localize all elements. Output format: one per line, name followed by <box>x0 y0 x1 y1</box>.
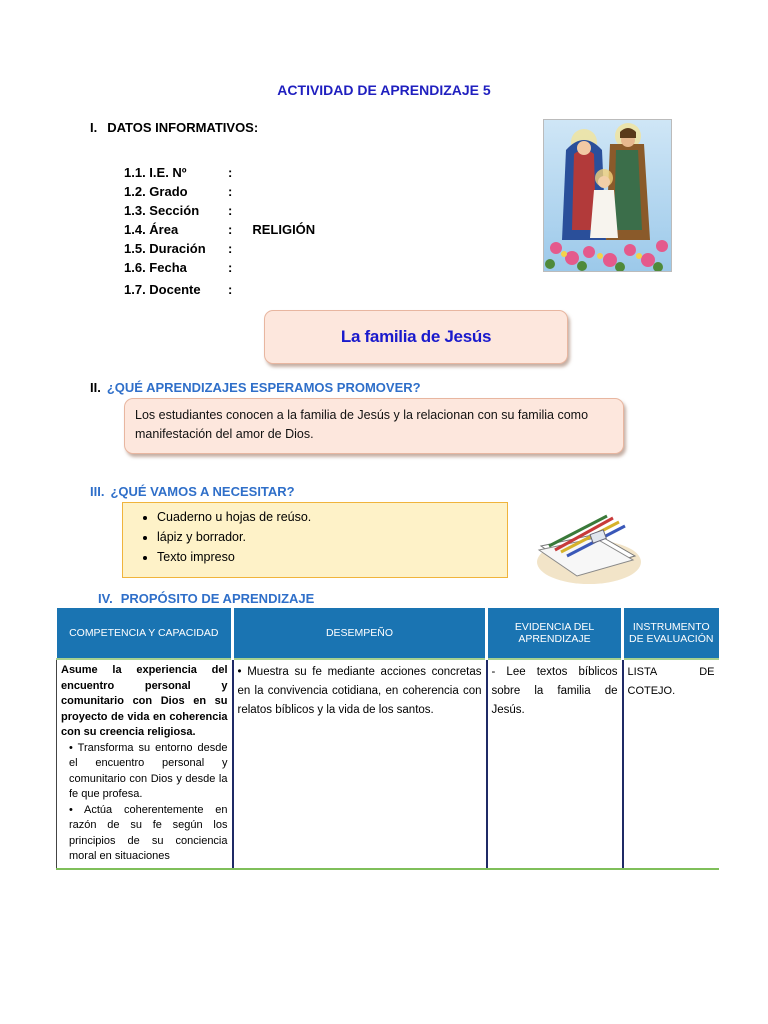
header-desempeno: DESEMPEÑO <box>233 608 487 659</box>
section-1-title: DATOS INFORMATIVOS: <box>107 120 259 135</box>
section-1-heading <box>90 120 258 135</box>
info-colon: : <box>228 203 233 218</box>
learning-purpose-table <box>56 608 719 870</box>
learning-goal-text: Los estudiantes conocen a la familia de Jesús y la relacionan con su familia como manifestación del amor de Dios. <box>135 408 589 441</box>
info-row-ie <box>124 165 242 180</box>
header-competencia: COMPETENCIA Y CAPACIDAD <box>57 608 233 659</box>
section-3-title: ¿QUÉ VAMOS A NECESITAR? <box>110 484 295 499</box>
section-2-title: ¿QUÉ APRENDIZAJES ESPERAMOS PROMOVER? <box>106 380 421 395</box>
list-item: • Texto impreso <box>157 547 507 567</box>
info-label: 1.1. I.E. Nº <box>124 165 187 180</box>
info-row-grado <box>124 184 242 199</box>
evidencia-cell: - Lee textos bíblicos sobre la familia de Jesús. <box>487 659 623 869</box>
list-item: • lápiz y borrador. <box>157 527 507 547</box>
section-3-number: III. <box>90 484 105 499</box>
competencia-cell <box>57 659 233 869</box>
section-1-number: I. <box>90 120 98 135</box>
table-header-row <box>57 608 719 659</box>
info-colon: : <box>228 260 233 275</box>
table-row <box>57 659 719 869</box>
capacidad-item: • Actúa coherentemente en razón de su fe según los principios de su conciencia moral en situaciones <box>69 803 228 862</box>
info-colon: : <box>228 165 233 180</box>
info-label: 1.3. Sección <box>124 203 200 218</box>
materials-box <box>122 502 508 578</box>
info-colon: : <box>228 241 233 256</box>
document-title: ACTIVIDAD DE APRENDIZAJE 5 <box>277 82 491 98</box>
holy-family-image <box>543 119 672 272</box>
header-evidencia: EVIDENCIA DEL APRENDIZAJE <box>487 608 623 659</box>
info-row-seccion <box>124 203 242 218</box>
instrumento-cell: LISTA DE COTEJO. <box>623 659 719 869</box>
info-row-area <box>124 222 315 237</box>
info-label: 1.2. Grado <box>124 184 188 199</box>
info-label: 1.4. Área <box>124 222 179 237</box>
info-colon: : <box>228 282 233 297</box>
info-label: 1.5. Duración <box>124 241 206 256</box>
section-2-number: II. <box>90 380 101 395</box>
header-instrumento: INSTRUMENTO DE EVALUACIÓN <box>623 608 719 659</box>
pencils-paper-icon <box>527 502 643 586</box>
competencia-text: Asume la experiencia del encuentro personal y comunitario con Dios en su proyecto de vida en coherencia con su creencia religiosa. <box>61 664 228 738</box>
learning-goal-box <box>124 398 624 454</box>
section-3-heading <box>90 484 295 499</box>
info-row-duracion <box>124 241 242 256</box>
info-colon: : <box>228 184 233 199</box>
info-colon: : <box>228 222 233 237</box>
info-value: RELIGIÓN <box>252 222 316 237</box>
section-4-number: IV. <box>98 591 113 606</box>
lesson-title: La familia de Jesús <box>340 327 492 346</box>
info-label: 1.7. Docente <box>124 282 201 297</box>
info-row-docente <box>124 282 242 297</box>
desempeno-cell: • Muestra su fe mediante acciones concretas en la convivencia cotidiana, en coherencia con relatos bíblicos y la vida de los santos. <box>233 659 487 869</box>
info-label: 1.6. Fecha <box>124 260 187 275</box>
section-2-heading <box>90 380 421 395</box>
materials-list <box>123 507 507 567</box>
section-4-title: PROPÓSITO DE APRENDIZAJE <box>120 591 315 606</box>
list-item: • Cuaderno u hojas de reúso. <box>157 507 507 527</box>
lesson-title-box <box>264 310 568 364</box>
capacidad-item: • Transforma su entorno desde el encuentro personal y comunitario con Dios y desde la fe que profesa. <box>69 741 228 800</box>
info-row-fecha <box>124 260 242 275</box>
section-4-heading <box>98 591 314 606</box>
